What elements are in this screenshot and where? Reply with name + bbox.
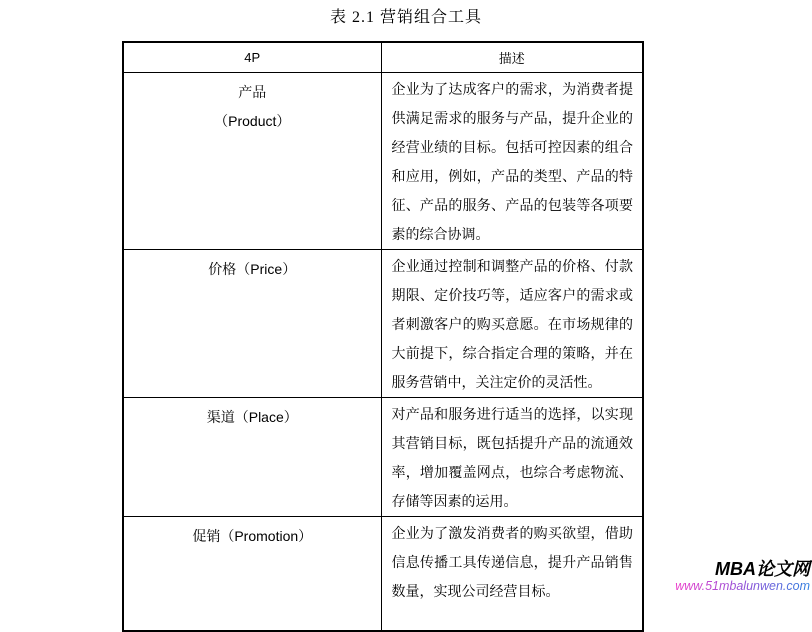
- tool-name-cn: 产品: [238, 83, 267, 100]
- table-header-row: [123, 42, 643, 72]
- tool-name-cn: 促销（Promotion）: [192, 527, 313, 544]
- header-cell-description: 描述: [381, 42, 643, 72]
- table-caption: 表 2.1 营销组合工具: [329, 9, 482, 26]
- watermark-brand-text: MBA论文网: [715, 559, 810, 580]
- description-cell-place: 对产品和服务进行适当的选择，以实现其营销目标，既包括提升产品的流通效率，增加覆盖网点，也综合考虑物流、存储等因素的运用。: [381, 397, 643, 516]
- tool-cell-place: [123, 397, 381, 516]
- header-cell-4p: 4P: [123, 42, 381, 72]
- site-watermark: [675, 560, 810, 593]
- tool-cell-price: [123, 249, 381, 397]
- table-row: [123, 249, 643, 397]
- table-row: [123, 72, 643, 249]
- watermark-url-text: www.51mbalunwen.com: [675, 578, 810, 593]
- description-cell-promotion: 企业为了激发消费者的购买欲望，借助信息传播工具传递信息，提升产品销售数量，实现公司经营目标。: [381, 516, 643, 631]
- marketing-mix-table: [122, 41, 644, 632]
- tool-name-cn: 渠道（Place）: [206, 408, 298, 425]
- tool-cell-promotion: [123, 516, 381, 631]
- table-row: [123, 397, 643, 516]
- tool-name-en: （Product）: [214, 112, 291, 129]
- table-row: [123, 516, 643, 631]
- description-cell-product: 企业为了达成客户的需求，为消费者提供满足需求的服务与产品，提升企业的经营业绩的目标。包括可控因素的组合和应用，例如，产品的类型、产品的特征、产品的服务、产品的包装等各项要素的综合协调。: [381, 72, 643, 249]
- description-cell-price: 企业通过控制和调整产品的价格、付款期限、定价技巧等，适应客户的需求或者刺激客户的购买意愿。在市场规律的大前提下，综合指定合理的策略，并在服务营销中，关注定价的灵活性。: [381, 249, 643, 397]
- tool-name-cn: 价格（Price）: [208, 260, 297, 277]
- tool-cell-product: [123, 72, 381, 249]
